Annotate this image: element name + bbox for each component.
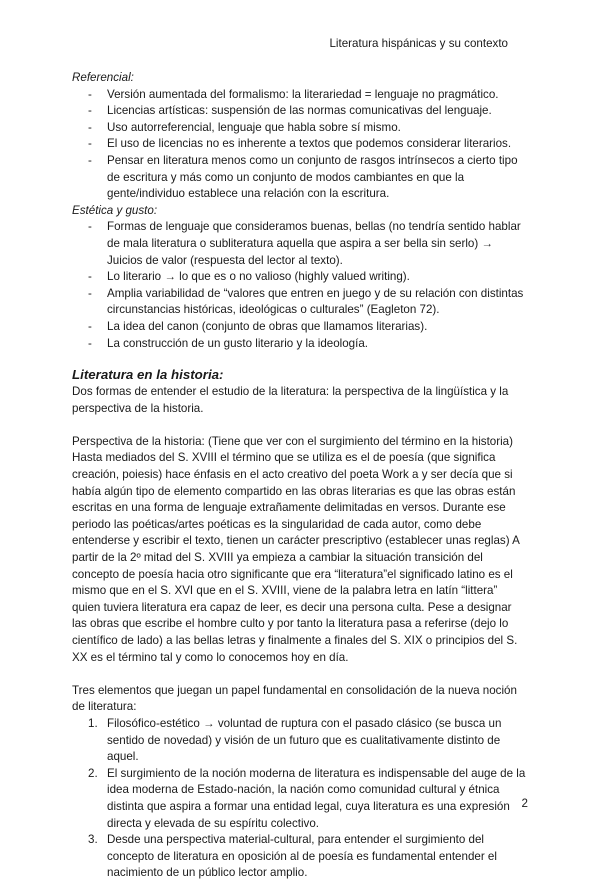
elements-list — [72, 716, 528, 882]
list-item-text: Filosófico-estético → voluntad de ruptura con el pasado clásico (se busca un sentido de novedad) y visión de un futuro que es cualitativamente distinto de aquel. — [107, 716, 502, 764]
list-item: - Uso autorreferencial, lenguaje que habla sobre sí mismo. — [107, 120, 528, 137]
subsection-title-referencial: Referencial: — [72, 71, 134, 84]
list-item-number: 1. — [88, 716, 98, 730]
paragraph-spacer — [72, 666, 528, 683]
list-item: - Licencias artísticas: suspensión de las normas comunicativas del lenguaje. — [107, 103, 528, 120]
paragraph-spacer — [72, 417, 528, 434]
list-item — [88, 766, 528, 832]
referencial-list — [72, 87, 528, 203]
historia-paragraph: Perspectiva de la historia: (Tiene que ver con el surgimiento del término en la historia) Hasta mediados del S. XVIII el término que se utiliza es el de poesía (que significa creación, poiesis) hace énfasis en el acto creativo del poeta Work a y ser decía que si había algún tipo de elemento compartido en las obras literarias es que las obras están escritas en una forma de lenguaje extrañamente delimitadas en versos. Durante ese periodo las poéticas/artes poéticas es la singularidad de cada autor, como debe entenderse y escribir el texto, tienen un carácter prescriptivo (establecer unas reglas) A partir de la 2º mitad del S. XVIII ya empieza a cambiar la situación transición del concepto de poesía hacia otro significante que era “literatura”el significado latino es el mismo que en el S. XVI que en el S. XVIII, viene de la palabra letra en latín “littera” quien tuviera literatura era capaz de leer, es decir una persona culta. Pese a designar las obras que escribe el hombre culto y por tanto la literatura pasa a referirse (dejo lo científico de lado) a las bellas letras y finalmente a finales del S. XIX o principios del S. XX es el término tal y como lo conocemos hoy en día. — [72, 434, 520, 664]
list-item: - La construcción de un gusto literario y la ideología. — [107, 336, 528, 353]
list-item-text: El surgimiento de la noción moderna de literatura es indispensable del auge de la idea moderna de Estado-nación, la nación como comunidad cultural y étnica distinta que aspira a formar una entidad legal, cuya literatura es una expresión directa y elevada de su espíritu colectivo. — [107, 766, 526, 830]
list-item: - La idea del canon (conjunto de obras que llamamos literarias). — [107, 319, 528, 336]
list-item: - El uso de licencias no es inherente a textos que podemos considerar literarios. — [107, 136, 528, 153]
list-item — [88, 832, 528, 882]
list-item: - Pensar en literatura menos como un conjunto de rasgos intrínsecos a cierto tipo de escritura y más como un conjunto de modos cambiantes en que la gente/individuo establece una relación con la escritura. — [107, 153, 528, 203]
subsection-title-estetica: Estética y gusto: — [72, 203, 158, 217]
list-item-number: 3. — [88, 833, 98, 847]
list-item — [88, 716, 528, 766]
page-content — [72, 70, 528, 882]
page-header: Literatura hispánicas y su contexto — [329, 37, 508, 50]
list-item: - Lo literario → lo que es o no valioso (highly valued writing). — [107, 269, 528, 286]
list-item-number: 2. — [88, 766, 98, 780]
section-heading-historia: Literatura en la historia: — [72, 367, 224, 383]
estetica-list — [72, 219, 528, 352]
list-item: - Amplia variabilidad de “valores que entren en juego y de su relación con distintas circunstancias históricas, ideológicas o culturales” (Eagleton 72). — [107, 286, 528, 319]
list-item: - Versión aumentada del formalismo: la literariedad = lenguaje no pragmático. — [107, 87, 528, 104]
elements-intro: Tres elementos que juegan un papel fundamental en consolidación de la nueva noción de literatura: — [72, 683, 517, 714]
list-item: - Formas de lenguaje que consideramos buenas, bellas (no tendría sentido hablar de mala literatura o subliteratura aquella que aspira a ser bella sin serlo) → Juicios de valor (respuesta del lector al texto). — [107, 219, 528, 269]
page-number: 2 — [521, 797, 528, 810]
list-item-text: Desde una perspectiva material-cultural, para entender el surgimiento del concepto de literatura en oposición al de poesía es fundamental entender el nacimiento de un público lector amplio. — [107, 833, 497, 880]
historia-intro: Dos formas de entender el estudio de la literatura: la perspectiva de la lingüística y la perspectiva de la historia. — [72, 385, 509, 415]
